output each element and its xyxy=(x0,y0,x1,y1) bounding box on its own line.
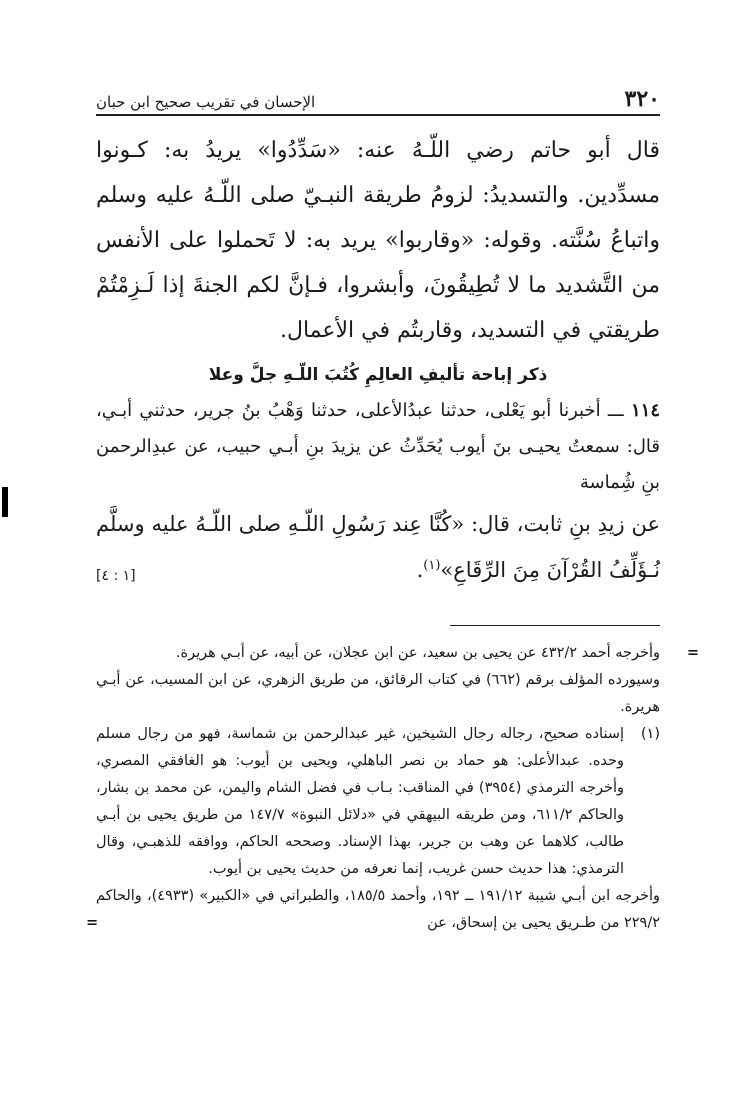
hadith-matn xyxy=(96,503,660,591)
footnote-1-text-2: وأخرجه ابن أبـي شيبة ١٩١/١٢ ــ ١٩٢، وأحمد ١٨٥/٥، والطبراني في «الكبير» (٤٩٣٣)، والحاكم ٢٢٩/٢ من طـريق يحيى بن إسحاق، عن xyxy=(96,888,661,931)
main-text xyxy=(96,128,660,353)
footnote-continuation-text-1: وأخرجه أحمد ٤٣٢/٢ عن يحيى بن سعيد، عن ابن عجلان، عن أبيه، عن أبـي هريرة. xyxy=(175,645,660,661)
continuation-marker: = xyxy=(686,645,700,661)
page-edge-mark xyxy=(2,487,8,517)
footnote-1 xyxy=(96,721,660,883)
section-title: ذكر إباحة تأليفِ العالِمِ كُتُبَ اللّـهِ جلَّ وعلا xyxy=(208,365,548,385)
footnote-separator xyxy=(450,625,660,626)
footnotes xyxy=(86,640,700,937)
footnote-number: (١) xyxy=(640,726,660,742)
footnote-1-text: إسناده صحيح، رجاله رجال الشيخين، غير عبدالرحمن بن شماسة، فهو من رجال مسلم وحده. عبدالأعلى: هو حماد بن نصر الباهلي، ويحيى بن أيوب: هو الغافقي المصري، وأخرجه الترمذي (٣٩٥٤) في المناقب: بـاب في فضل الشام واليمن، عن محمد بن بشار، والحاكم ٦١١/٢، ومن طريقه البيهقي في «دلائل النبوة» ١٤٧/٧ من طريق يحيى بن أبـي طالب، كلاهما عن وهب بن جرير، بهذا الإسناد. وصححه الحاكم، ووافقه للذهبـي، وقال الترمذي: هذا حديث حسن غريب، إنما نعرفه من حديث يحيى بن أيوب. xyxy=(96,726,624,877)
footnote-continuation-2 xyxy=(96,667,660,721)
hadith-number: ١١٤ xyxy=(630,400,660,421)
page-number: ٣٢٠ xyxy=(624,86,660,112)
running-header xyxy=(96,80,660,116)
commentary-paragraph: قال أبو حاتم رضي اللّـهُ عنه: «سَدِّدُوا» يريدُ به: كـونوا مسدِّدين. والتسديدُ: لزومُ طريقة النبـيّ صلى اللّـهُ عليه وسلم واتباعُ سُنَّته. وقوله: «وقاربوا» يريد به: لا تَحملوا على الأنفس من التَّشديد ما لا تُطِيقُونَ، وأبشروا، فـإنَّ لكم الجنةَ إذا لَـزِمْتُمْ طريقتي في التسديد، وقاربتُم في الأعمال. xyxy=(96,138,660,343)
isnad-text: ـــ أخبرنا أبو يَعْلى، حدثنا عبدُالأعلى، حدثنا وَهْبُ بنُ جرير، حدثني أبـي، قال: سمعتُ يحيـى بنَ أيوب يُحَدِّثُ عن يزيدَ بنِ أبـي حبيب، عن عبدِالرحمن بنِ شُِماسة xyxy=(96,400,660,493)
hadith-reference: [١ : ٤] xyxy=(96,568,136,584)
hadith-isnad xyxy=(96,393,660,501)
continuation-end-marker: = xyxy=(86,915,99,931)
book-title: الإحسان في تقريب صحيح ابن حبان xyxy=(96,93,316,111)
page xyxy=(86,80,700,937)
matn-end: . xyxy=(416,558,424,582)
footnote-1-continued xyxy=(86,883,661,937)
footnote-continuation xyxy=(96,640,700,667)
footnote-continuation-text-2: وسيورده المؤلف برقم (٦٦٢) في كتاب الرقائق، من طريق الزهري، عن ابن المسيب، عن أبـي هريرة. xyxy=(96,672,660,715)
matn-text: عن زيدِ بنِ ثابت، قال: «كُنَّا عِند رَسُولِ اللّـهِ صلى اللّـهُ عليه وسلَّم نُـؤَلِّفُ القُرْآنَ مِنَ الرِّقَاعِ» xyxy=(96,512,660,582)
footnote-ref: (١) xyxy=(423,558,441,573)
